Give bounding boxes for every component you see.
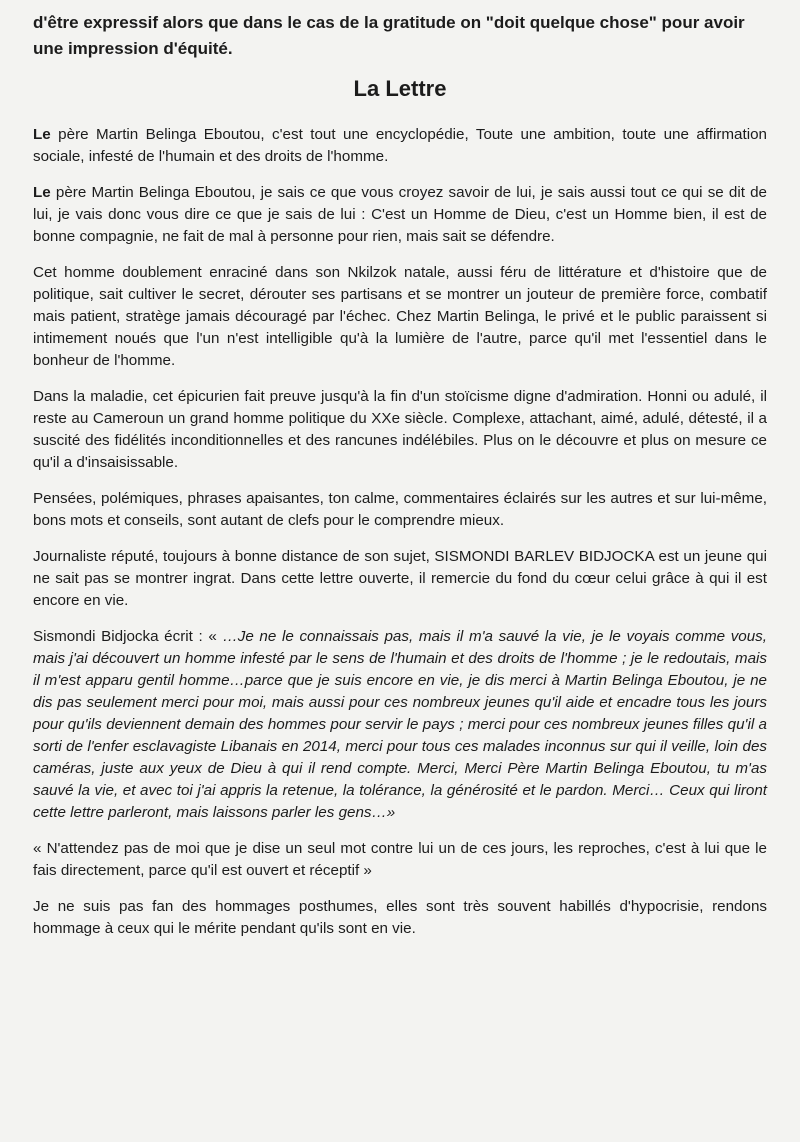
paragraph-8: « N'attendez pas de moi que je dise un seul mot contre lui un de ces jours, les reproches, c'est à lui que le fais directement, parce qu'il est ouvert et réceptif »	[33, 840, 767, 879]
paragraph-7-lead: Sismondi Bidjocka écrit : «	[33, 628, 223, 645]
paragraph-5: Pensées, polémiques, phrases apaisantes, ton calme, commentaires éclairés sur les autres et sur lui-même, bons mots et conseils, sont autant de clefs pour le comprendre mieux.	[33, 490, 767, 529]
paragraph-3: Cet homme doublement enraciné dans son Nkilzok natale, aussi féru de littérature et d'histoire que de politique, sait cultiver le secret, dérouter ses partisans et se montrer un jouteur de première force, combatif mais patient, stratège jamais découragé par l'échec. Chez Martin Belinga, le privé et le public paraissent si intimement noués que l'un n'est intelligible qu'à la lumière de l'autre, parce qu'il met l'essentiel dans le bonheur de l'homme.	[33, 264, 767, 369]
paragraph-4: Dans la maladie, cet épicurien fait preuve jusqu'à la fin d'un stoïcisme digne d'admiration. Honni ou adulé, il reste au Cameroun un grand homme politique du XXe siècle. Complexe, attachant, aimé, adulé, détesté, il a suscité des fidélités inconditionnelles et des rancunes indélébiles. Plus on le découvre et plus on mesure ce qu'il a d'insaisissable.	[33, 388, 767, 471]
intro-paragraph: d'être expressif alors que dans le cas de la gratitude on "doit quelque chose" pour avoir une impression d'équité.	[33, 13, 745, 58]
paragraph-1	[33, 124, 767, 168]
paragraph-1-text: père Martin Belinga Eboutou, c'est tout une encyclopédie, Toute une ambition, toute une affirmation sociale, infesté de l'humain et des droits de l'homme.	[33, 126, 767, 165]
page-title: La Lettre	[353, 76, 447, 101]
paragraph-1-lead: Le	[33, 126, 51, 143]
paragraph-2-text: père Martin Belinga Eboutou, je sais ce que vous croyez savoir de lui, je sais aussi tout ce qui se dit de lui, je vais donc vous dire ce que je sais de lui : C'est un Homme de Dieu, c'est un Homme bien, il est de bonne compagnie, ne fait de mal à personne pour rien, mais sait se défendre.	[33, 184, 767, 245]
paragraph-9: Je ne suis pas fan des hommages posthumes, elles sont très souvent habillés d'hypocrisie, rendons hommage à ceux qui le mérite pendant qu'ils sont en vie.	[33, 898, 767, 937]
paragraph-6: Journaliste réputé, toujours à bonne distance de son sujet, SISMONDI BARLEV BIDJOCKA est un jeune qui ne sait pas se montrer ingrat. Dans cette lettre ouverte, il remercie du fond du cœur celui grâce à qui il est encore en vie.	[33, 548, 767, 609]
paragraph-7-quote	[33, 626, 767, 824]
paragraph-7-quote-text: …Je ne le connaissais pas, mais il m'a sauvé la vie, je le voyais comme vous, mais j'ai découvert un homme infesté par le sens de l'humain et des droits de l'homme ; je le redoutais, mais il m'est apparu gentil homme…parce que je suis encore en vie, je dis merci à Martin Belinga Eboutou, je ne dis pas seulement merci pour moi, mais aussi pour ces nombreux jeunes qu'il aide et encadre tous les jours pour qu'ils deviennent demain des hommes pour servir le pays ; merci pour ces nombreux jeunes filles qu'il a sorti de l'enfer esclavagiste Libanais en 2014, merci pour tous ces malades inconnus sur qui il veille, loin des caméras, juste aux yeux de Dieu à qui il rend compte. Merci, Merci Père Martin Belinga Eboutou, tu m'as sauvé la vie, et avec toi j'ai appris la retenue, la tolérance, la générosité et le pardon. Merci… Ceux qui liront cette lettre parleront, mais laissons parler les gens…»	[33, 628, 768, 821]
paragraph-2-lead: Le	[33, 184, 51, 201]
paragraph-2	[33, 182, 767, 248]
